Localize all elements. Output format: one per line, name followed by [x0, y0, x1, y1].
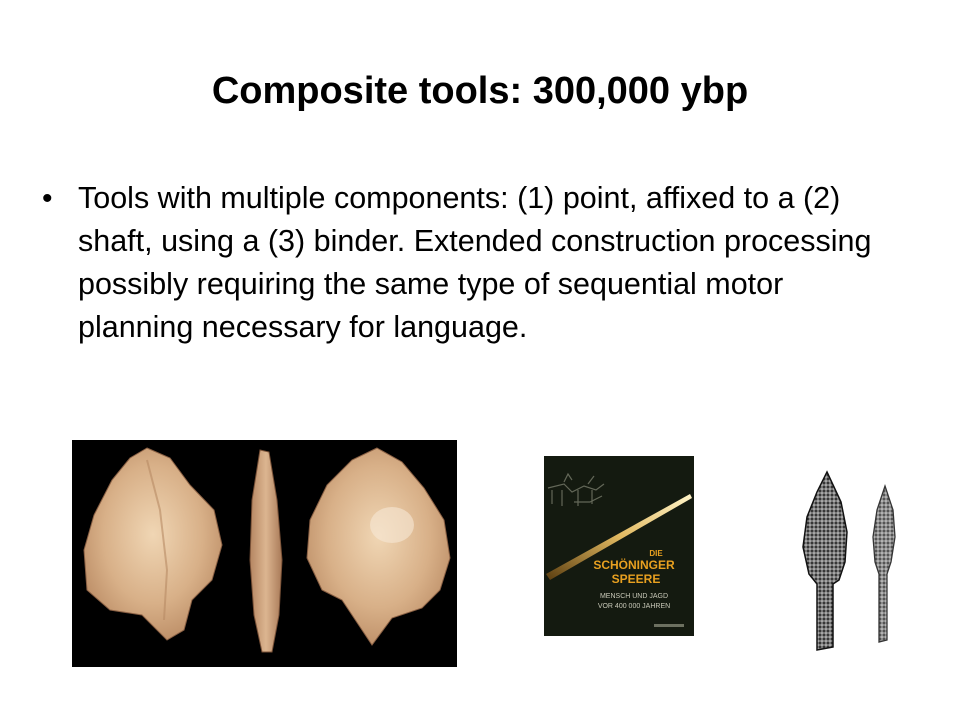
book-title-line2: SCHÖNINGER [593, 558, 675, 572]
spear-points-drawing [795, 462, 915, 657]
slide-title: Composite tools: 300,000 ybp [211, 70, 749, 112]
book-title-line3: SPEERE [611, 572, 661, 586]
stone-points-photo [72, 440, 457, 667]
book-cover-image [544, 456, 694, 636]
bullet-text: Tools with multiple components: (1) point, affixed to a (2) shaft, using a (3) binder. Extended construction processing possibly requiring the same type of sequential motor planning necessary for language. [78, 181, 872, 344]
large-spear-point [803, 472, 847, 650]
book-title-line1: DIE [649, 549, 663, 558]
bullet-list [40, 177, 900, 349]
book-subtitle-line2: VOR 400 000 JAHREN [597, 603, 671, 610]
bullet-item [40, 177, 900, 349]
small-spear-point [873, 486, 895, 642]
bullet-symbol: • [42, 182, 53, 215]
book-subtitle-line1: MENSCH UND JAGD [599, 593, 669, 600]
